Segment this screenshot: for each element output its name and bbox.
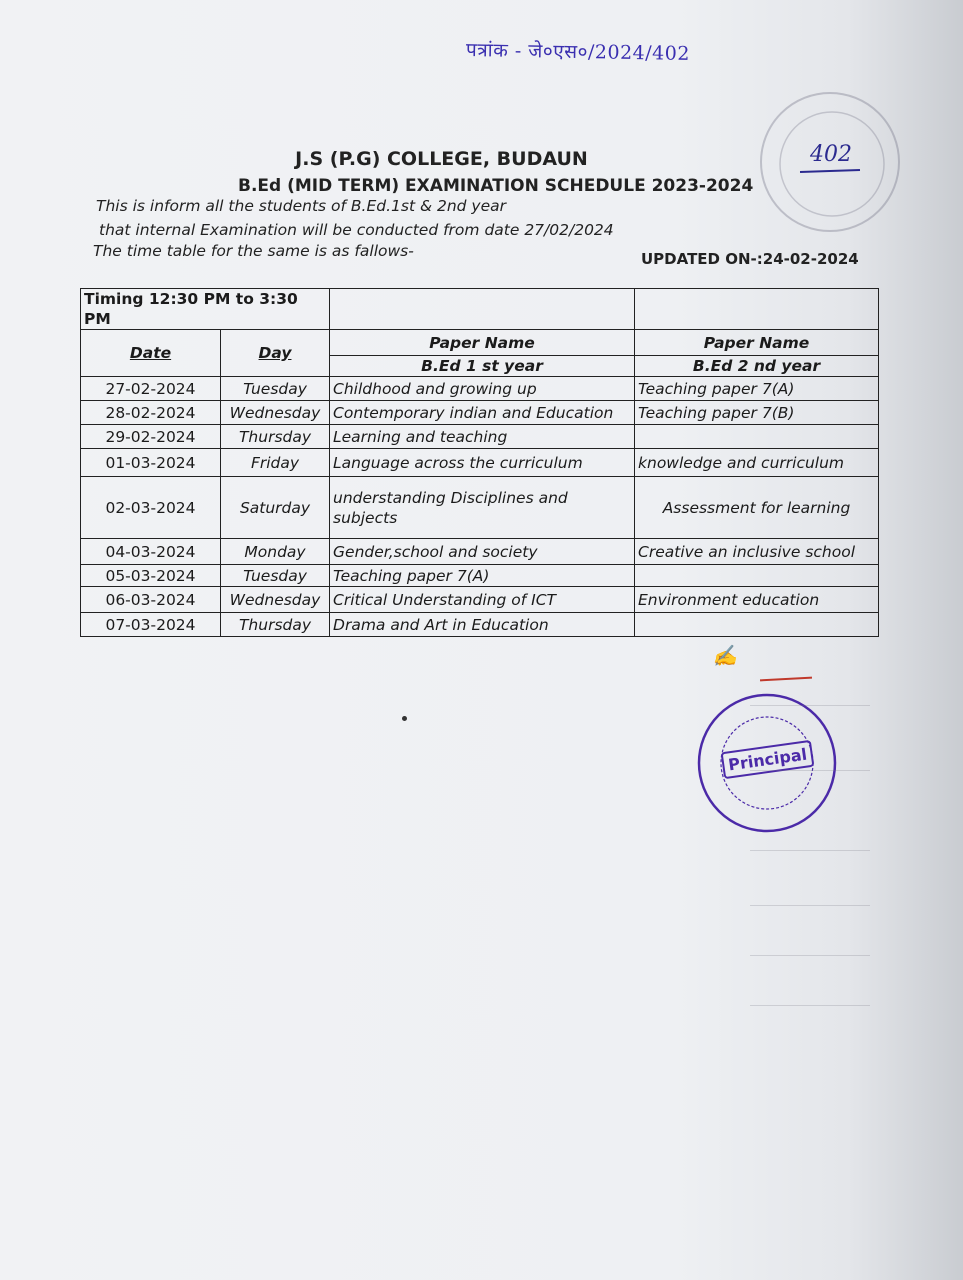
- handwritten-reference: पत्रांक - जे०एस०/2024/402: [465, 39, 691, 65]
- row-date: 07-03-2024: [81, 613, 221, 637]
- table-row: [81, 539, 879, 565]
- table-row: [81, 587, 879, 613]
- row-paper2: Environment education: [635, 587, 879, 613]
- header-paper2-year: B.Ed 2 nd year: [635, 356, 879, 377]
- row-paper1: Gender,school and society: [330, 539, 635, 565]
- row-day: Saturday: [221, 477, 330, 539]
- row-paper1: Drama and Art in Education: [330, 613, 635, 637]
- row-paper2: [635, 565, 879, 587]
- timing-cell: Timing 12:30 PM to 3:30 PM: [81, 289, 330, 330]
- row-date: 06-03-2024: [81, 587, 221, 613]
- table-row: [81, 401, 879, 425]
- header-paper1-year: B.Ed 1 st year: [330, 356, 635, 377]
- row-paper2: knowledge and curriculum: [635, 449, 879, 477]
- empty-cell: [330, 289, 635, 330]
- row-paper1: Critical Understanding of ICT: [330, 587, 635, 613]
- row-day: Friday: [221, 449, 330, 477]
- header-day-text: Day: [258, 344, 292, 362]
- row-day: Tuesday: [221, 565, 330, 587]
- table-row: [81, 477, 879, 539]
- row-paper2: Teaching paper 7(A): [635, 377, 879, 401]
- intro-line-3: The time table for the same is as fallows-: [93, 242, 414, 260]
- row-paper2: Assessment for learning: [635, 477, 879, 539]
- header-day: [221, 330, 330, 377]
- table-header-row: [81, 330, 879, 356]
- intro-line-1: This is inform all the students of B.Ed.1st & 2nd year: [96, 197, 507, 215]
- bleed-line: [750, 770, 870, 771]
- ink-dot: [402, 716, 407, 721]
- header-date-text: Date: [129, 344, 172, 362]
- schedule-title: B.Ed (MID TERM) EXAMINATION SCHEDULE 2023-2024: [238, 176, 754, 196]
- bleed-line: [750, 1005, 870, 1006]
- row-paper1: Childhood and growing up: [330, 377, 635, 401]
- header-date: [81, 330, 221, 377]
- row-paper2: Creative an inclusive school: [635, 539, 879, 565]
- row-day: Monday: [221, 539, 330, 565]
- header-paper1: Paper Name: [330, 330, 635, 356]
- handwritten-number: 402: [810, 142, 852, 167]
- row-paper2: [635, 425, 879, 449]
- stamp-principal-label: Principal: [721, 740, 815, 779]
- bleed-line: [750, 955, 870, 956]
- table-row: [81, 613, 879, 637]
- college-name-text: J.S (P.G) COLLEGE, BUDAUN: [295, 148, 588, 170]
- row-date: 02-03-2024: [81, 477, 221, 539]
- college-name: [0, 148, 963, 170]
- updated-on: UPDATED ON-:24-02-2024: [641, 250, 859, 268]
- row-date: 29-02-2024: [81, 425, 221, 449]
- table-row: [81, 425, 879, 449]
- row-day: Tuesday: [221, 377, 330, 401]
- row-paper2: Teaching paper 7(B): [635, 401, 879, 425]
- row-day: Thursday: [221, 425, 330, 449]
- row-day: Thursday: [221, 613, 330, 637]
- table-row: [81, 565, 879, 587]
- table-timing-row: [81, 289, 879, 330]
- row-paper1: Language across the curriculum: [330, 449, 635, 477]
- bleed-line: [750, 850, 870, 851]
- exam-schedule-table: [80, 288, 879, 637]
- table-row: [81, 449, 879, 477]
- row-date: 04-03-2024: [81, 539, 221, 565]
- row-day: Wednesday: [221, 587, 330, 613]
- table-row: [81, 377, 879, 401]
- row-paper1: Learning and teaching: [330, 425, 635, 449]
- header-paper2: Paper Name: [635, 330, 879, 356]
- signature-underline: [760, 677, 812, 682]
- row-date: 27-02-2024: [81, 377, 221, 401]
- row-date: 05-03-2024: [81, 565, 221, 587]
- intro-line-2: that internal Examination will be conducted from date 27/02/2024: [99, 221, 614, 239]
- principal-signature: ✍: [711, 643, 738, 669]
- row-day: Wednesday: [221, 401, 330, 425]
- bleed-line: [750, 705, 870, 706]
- row-paper1: Teaching paper 7(A): [330, 565, 635, 587]
- row-date: 01-03-2024: [81, 449, 221, 477]
- row-paper1: understanding Disciplines and subjects: [330, 477, 635, 539]
- bleed-line: [750, 905, 870, 906]
- empty-cell: [635, 289, 879, 330]
- row-paper2: [635, 613, 879, 637]
- row-paper1: Contemporary indian and Education: [330, 401, 635, 425]
- row-date: 28-02-2024: [81, 401, 221, 425]
